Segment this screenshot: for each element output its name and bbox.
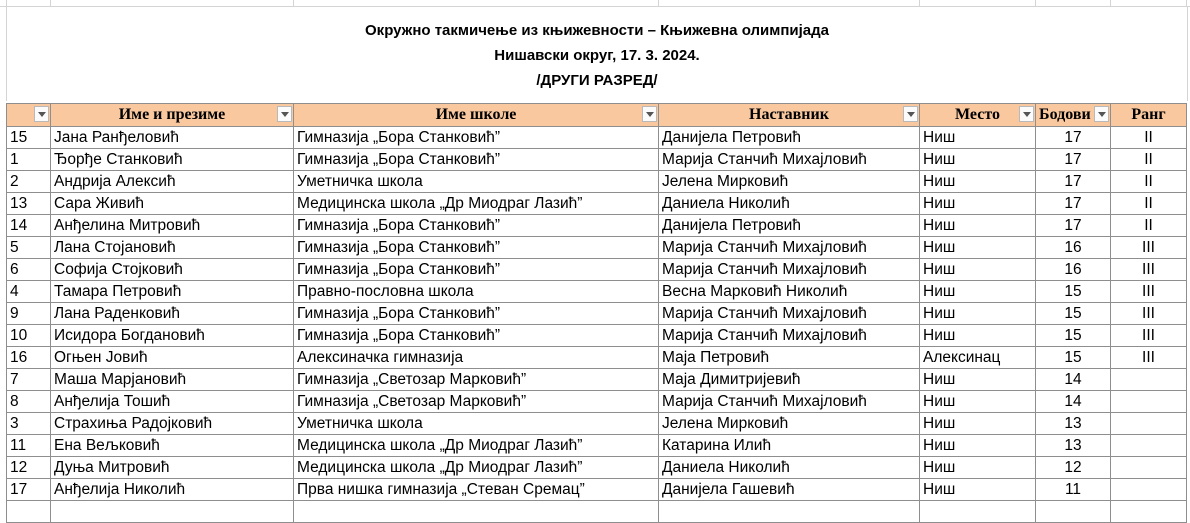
cell-school[interactable]: Гимназија „Светозар Марковић”	[294, 391, 659, 413]
cell-school[interactable]: Медицинска школа „Др Миодраг Лазић”	[294, 457, 659, 479]
cell-place[interactable]: Ниш	[920, 325, 1036, 347]
header-label: Место	[955, 106, 1000, 123]
header-place[interactable]	[920, 104, 1036, 127]
cell-school[interactable]: Гимназија „Светозар Марковић”	[294, 369, 659, 391]
cell-number[interactable]: 2	[7, 171, 51, 193]
cell-place[interactable]: Ниш	[920, 215, 1036, 237]
cell-place[interactable]: Ниш	[920, 281, 1036, 303]
cell-number[interactable]: 12	[7, 457, 51, 479]
header-number[interactable]	[7, 104, 51, 127]
cell-rank[interactable]	[1111, 369, 1187, 391]
cell-number[interactable]: 7	[7, 369, 51, 391]
cell-number[interactable]: 11	[7, 435, 51, 457]
header-teacher[interactable]	[659, 104, 920, 127]
cell-number[interactable]: 16	[7, 347, 51, 369]
cell-teacher[interactable]: Јелена Мирковић	[659, 171, 920, 193]
table-row	[7, 149, 1187, 171]
empty-cell[interactable]	[51, 501, 294, 523]
grade-label: /ДРУГИ РАЗРЕД/	[536, 72, 658, 89]
cell-name[interactable]: Јана Ранђеловић	[51, 127, 294, 149]
cell-name[interactable]: Исидора Богдановић	[51, 325, 294, 347]
table-row	[7, 259, 1187, 281]
cell-points[interactable]: 12	[1036, 457, 1111, 479]
cell-teacher[interactable]: Марија Станчић Михајловић	[659, 259, 920, 281]
district-date: Нишавски округ, 17. 3. 2024.	[494, 47, 700, 64]
table-row	[7, 479, 1187, 501]
cell-teacher[interactable]: Јелена Мирковић	[659, 413, 920, 435]
empty-cell[interactable]	[659, 501, 920, 523]
cell-rank[interactable]: III	[1111, 281, 1187, 303]
header-rank[interactable]	[1111, 104, 1187, 127]
cell-number[interactable]: 9	[7, 303, 51, 325]
filter-dropdown-icon[interactable]	[642, 106, 657, 122]
table-row	[7, 281, 1187, 303]
cell-points[interactable]: 17	[1036, 193, 1111, 215]
cell-teacher[interactable]: Весна Марковић Николић	[659, 281, 920, 303]
cell-number[interactable]: 17	[7, 479, 51, 501]
cell-name[interactable]: Маша Марјановић	[51, 369, 294, 391]
cell-points[interactable]: 17	[1036, 127, 1111, 149]
cell-points[interactable]: 15	[1036, 281, 1111, 303]
cell-points[interactable]: 15	[1036, 325, 1111, 347]
cell-teacher[interactable]: Катарина Илић	[659, 435, 920, 457]
cell-name[interactable]: Ена Вељковић	[51, 435, 294, 457]
table-row	[7, 171, 1187, 193]
cell-rank[interactable]	[1111, 413, 1187, 435]
cell-place[interactable]: Алексинац	[920, 347, 1036, 369]
cell-teacher[interactable]: Марија Станчић Михајловић	[659, 325, 920, 347]
cell-rank[interactable]: II	[1111, 215, 1187, 237]
cell-school[interactable]: Уметничка школа	[294, 413, 659, 435]
cell-rank[interactable]: III	[1111, 325, 1187, 347]
cell-rank[interactable]: III	[1111, 237, 1187, 259]
cell-name[interactable]: Страхиња Радојковић	[51, 413, 294, 435]
cell-name[interactable]: Тамара Петровић	[51, 281, 294, 303]
cell-points[interactable]: 17	[1036, 149, 1111, 171]
cell-rank[interactable]: II	[1111, 193, 1187, 215]
cell-school[interactable]: Гимназија „Бора Станковић”	[294, 259, 659, 281]
cell-place[interactable]: Ниш	[920, 193, 1036, 215]
cell-rank[interactable]	[1111, 457, 1187, 479]
cell-number[interactable]: 8	[7, 391, 51, 413]
cell-points[interactable]: 16	[1036, 237, 1111, 259]
table-row	[7, 457, 1187, 479]
cell-rank[interactable]: III	[1111, 347, 1187, 369]
filter-dropdown-icon[interactable]	[277, 106, 292, 122]
cell-points[interactable]: 14	[1036, 369, 1111, 391]
cell-teacher[interactable]: Марија Станчић Михајловић	[659, 391, 920, 413]
previous-row-strip	[0, 0, 1190, 7]
header-label: Наставник	[749, 106, 829, 123]
cell-teacher[interactable]: Марија Станчић Михајловић	[659, 237, 920, 259]
cell-points[interactable]: 16	[1036, 259, 1111, 281]
filter-dropdown-icon[interactable]	[903, 106, 918, 122]
cell-place[interactable]: Ниш	[920, 479, 1036, 501]
cell-place[interactable]: Ниш	[920, 171, 1036, 193]
cell-rank[interactable]	[1111, 479, 1187, 501]
cell-school[interactable]: Гимназија „Бора Станковић”	[294, 149, 659, 171]
cell-school[interactable]: Уметничка школа	[294, 171, 659, 193]
cell-teacher[interactable]: Даниела Николић	[659, 193, 920, 215]
cell-number[interactable]: 15	[7, 127, 51, 149]
cell-place[interactable]: Ниш	[920, 127, 1036, 149]
cell-school[interactable]: Гимназија „Бора Станковић”	[294, 237, 659, 259]
table-row	[7, 347, 1187, 369]
cell-number[interactable]: 3	[7, 413, 51, 435]
header-label: Име школе	[435, 106, 517, 123]
cell-number[interactable]: 4	[7, 281, 51, 303]
cell-teacher[interactable]: Маја Димитријевић	[659, 369, 920, 391]
header-name[interactable]	[51, 104, 294, 127]
cell-name[interactable]: Лана Раденковић	[51, 303, 294, 325]
table-row	[7, 325, 1187, 347]
cell-name[interactable]: Софија Стојковић	[51, 259, 294, 281]
cell-name[interactable]: Анђелија Тошић	[51, 391, 294, 413]
cell-name[interactable]: Лана Стојановић	[51, 237, 294, 259]
cell-rank[interactable]	[1111, 391, 1187, 413]
competition-title: Окружно такмичење из књижевности – Књижевна олимпијада	[365, 22, 829, 39]
cell-name[interactable]: Анђелија Николић	[51, 479, 294, 501]
header-label: Ранг	[1131, 106, 1166, 123]
cell-number[interactable]: 14	[7, 215, 51, 237]
header-label: Име и презиме	[118, 106, 226, 123]
table-row	[7, 127, 1187, 149]
table-row	[7, 193, 1187, 215]
cell-school[interactable]: Правно-пословна школа	[294, 281, 659, 303]
empty-cell[interactable]	[1111, 501, 1187, 523]
cell-school[interactable]: Гимназија „Бора Станковић”	[294, 325, 659, 347]
cell-name[interactable]: Андрија Алексић	[51, 171, 294, 193]
cell-name[interactable]: Дуња Митровић	[51, 457, 294, 479]
table-row	[7, 391, 1187, 413]
cell-rank[interactable]	[1111, 435, 1187, 457]
cell-name[interactable]: Анђелина Митровић	[51, 215, 294, 237]
cell-points[interactable]: 14	[1036, 391, 1111, 413]
table-row	[7, 303, 1187, 325]
cell-points[interactable]: 11	[1036, 479, 1111, 501]
cell-teacher[interactable]: Данијела Гашевић	[659, 479, 920, 501]
empty-row	[7, 501, 1187, 523]
results-table	[6, 103, 1187, 523]
cell-teacher[interactable]: Данијела Петровић	[659, 215, 920, 237]
empty-cell[interactable]	[7, 501, 51, 523]
table-row	[7, 215, 1187, 237]
cell-place[interactable]: Ниш	[920, 259, 1036, 281]
cell-teacher[interactable]: Марија Станчић Михајловић	[659, 303, 920, 325]
cell-place[interactable]: Ниш	[920, 435, 1036, 457]
filter-dropdown-icon[interactable]	[1019, 106, 1034, 122]
header-points[interactable]	[1036, 104, 1111, 127]
cell-place[interactable]: Ниш	[920, 391, 1036, 413]
cell-rank[interactable]: II	[1111, 127, 1187, 149]
cell-teacher[interactable]: Данијела Петровић	[659, 127, 920, 149]
header-label: Бодови	[1039, 106, 1091, 123]
cell-school[interactable]: Медицинска школа „Др Миодраг Лазић”	[294, 435, 659, 457]
empty-cell[interactable]	[920, 501, 1036, 523]
cell-points[interactable]: 15	[1036, 347, 1111, 369]
cell-number[interactable]: 13	[7, 193, 51, 215]
cell-school[interactable]: Гимназија „Бора Станковић”	[294, 127, 659, 149]
cell-place[interactable]: Ниш	[920, 413, 1036, 435]
filter-dropdown-icon[interactable]	[1094, 106, 1109, 122]
cell-rank[interactable]: III	[1111, 259, 1187, 281]
table-row	[7, 369, 1187, 391]
cell-school[interactable]: Гимназија „Бора Станковић”	[294, 303, 659, 325]
cell-number[interactable]: 1	[7, 149, 51, 171]
cell-number[interactable]: 10	[7, 325, 51, 347]
cell-name[interactable]: Сара Живић	[51, 193, 294, 215]
cell-points[interactable]: 13	[1036, 435, 1111, 457]
cell-place[interactable]: Ниш	[920, 369, 1036, 391]
empty-cell[interactable]	[294, 501, 659, 523]
cell-rank[interactable]: II	[1111, 149, 1187, 171]
table-row	[7, 435, 1187, 457]
filter-dropdown-icon[interactable]	[34, 106, 49, 122]
cell-name[interactable]: Огњен Јовић	[51, 347, 294, 369]
cell-school[interactable]: Алексиначка гимназија	[294, 347, 659, 369]
cell-school[interactable]: Прва нишка гимназија „Стеван Сремац”	[294, 479, 659, 501]
cell-points[interactable]: 13	[1036, 413, 1111, 435]
header-row	[7, 104, 1187, 127]
table-row	[7, 413, 1187, 435]
cell-place[interactable]: Ниш	[920, 457, 1036, 479]
cell-place[interactable]: Ниш	[920, 149, 1036, 171]
empty-cell[interactable]	[1036, 501, 1111, 523]
table-row	[7, 237, 1187, 259]
cell-name[interactable]: Ђорђе Станковић	[51, 149, 294, 171]
cell-teacher[interactable]: Марија Станчић Михајловић	[659, 149, 920, 171]
cell-teacher[interactable]: Даниела Николић	[659, 457, 920, 479]
cell-school[interactable]: Гимназија „Бора Станковић”	[294, 215, 659, 237]
header-school[interactable]	[294, 104, 659, 127]
cell-points[interactable]: 15	[1036, 303, 1111, 325]
cell-place[interactable]: Ниш	[920, 237, 1036, 259]
cell-rank[interactable]: II	[1111, 171, 1187, 193]
cell-place[interactable]: Ниш	[920, 303, 1036, 325]
cell-number[interactable]: 6	[7, 259, 51, 281]
cell-school[interactable]: Медицинска школа „Др Миодраг Лазић”	[294, 193, 659, 215]
cell-rank[interactable]: III	[1111, 303, 1187, 325]
cell-points[interactable]: 17	[1036, 171, 1111, 193]
cell-points[interactable]: 17	[1036, 215, 1111, 237]
cell-teacher[interactable]: Маја Петровић	[659, 347, 920, 369]
cell-number[interactable]: 5	[7, 237, 51, 259]
title-cell[interactable]	[6, 7, 1188, 101]
